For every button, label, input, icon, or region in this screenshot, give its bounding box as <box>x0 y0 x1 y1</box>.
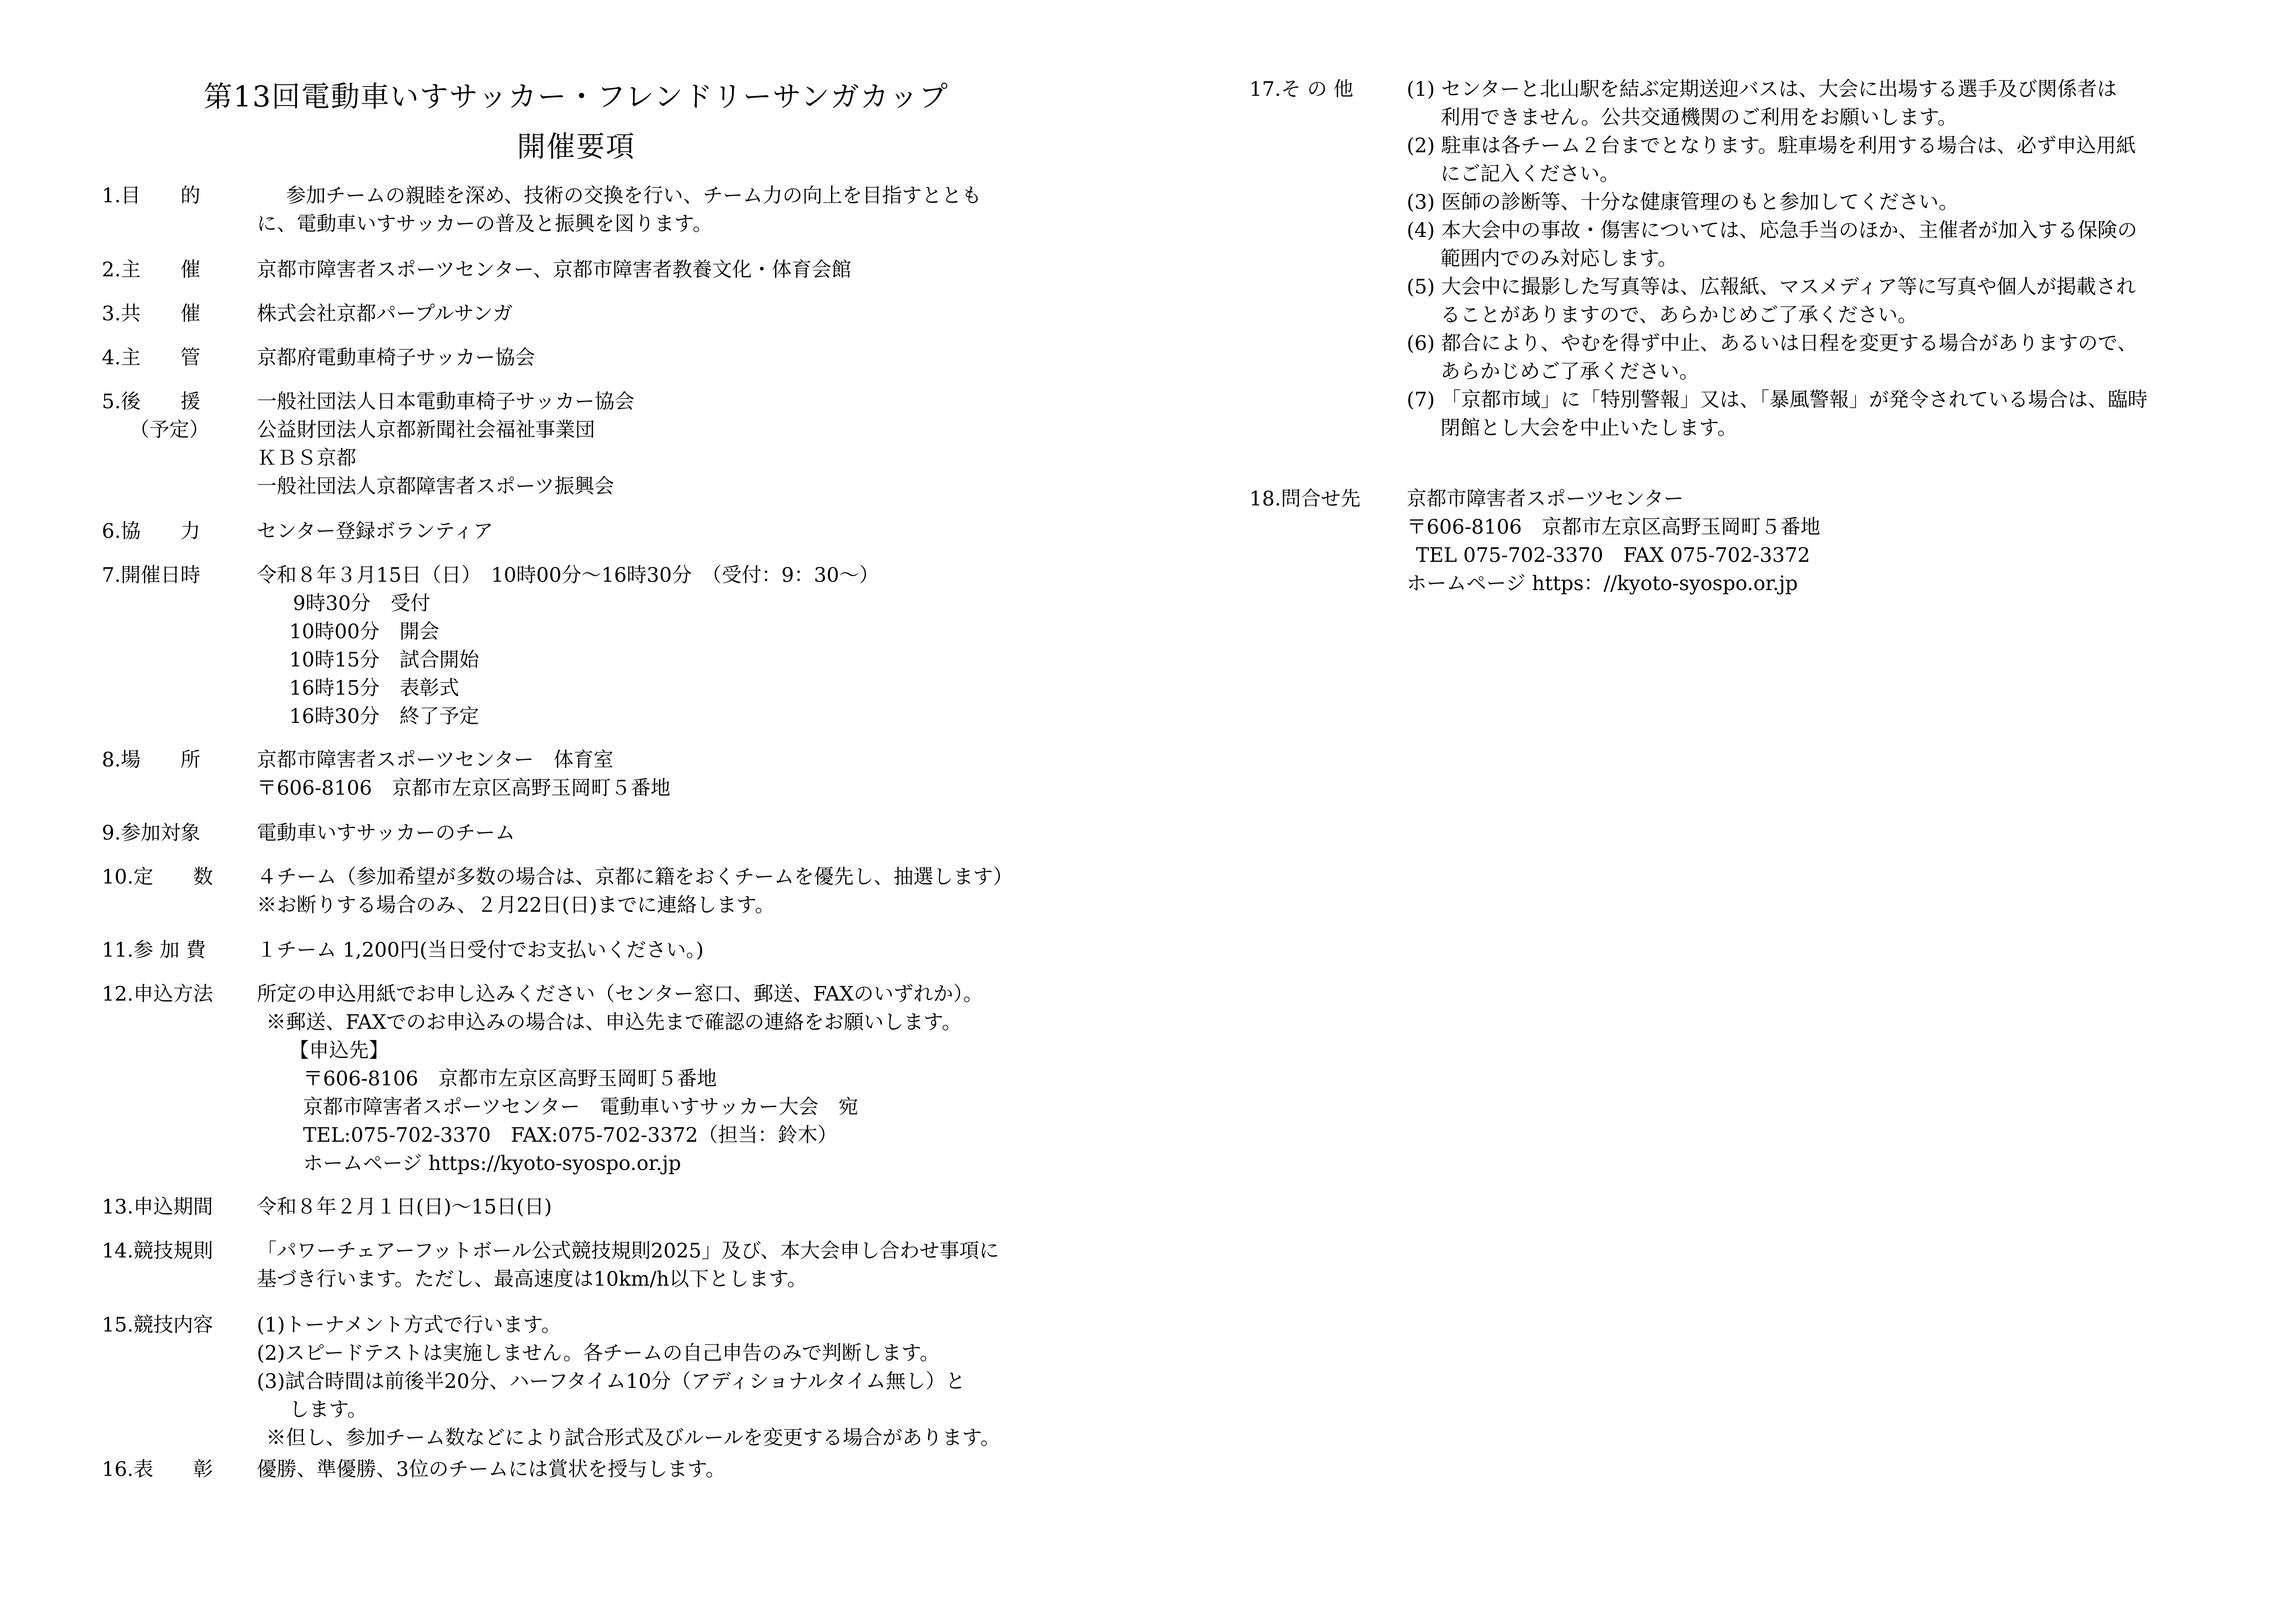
note-line: (4) 本大会中の事故・傷害については、応急手当のほか、主催者が加入する保険の <box>1407 219 2137 242</box>
item-label: 18.問合せ先 <box>1249 487 1361 510</box>
item-label: 10.定 数 <box>102 865 213 889</box>
item-line: 株式会社京都パープルサンガ <box>257 302 513 325</box>
item-line: (1)トーナメント方式で行います。 <box>257 1313 561 1337</box>
note-line: あらかじめご了承ください。 <box>1440 360 1699 383</box>
contact-line: 〒606-8106 京都市左京区高野玉岡町５番地 <box>1407 516 1821 539</box>
note-line: 閉館とし大会を中止いたします。 <box>1440 417 1738 440</box>
item-line: 電動車いすサッカーのチーム <box>257 821 515 845</box>
item-label: 17.そ の 他 <box>1249 78 1353 101</box>
item-line: 京都府電動車椅子サッカー協会 <box>257 346 535 369</box>
document-title: 第13回電動車いすサッカー・フレンドリーサンガカップ <box>204 80 949 113</box>
item-line: センター登録ボランティア <box>257 520 493 543</box>
item-line: １チーム 1,200円(当日受付でお支払いください。) <box>257 939 704 962</box>
item-label: 12.申込方法 <box>102 983 213 1006</box>
item-label: 14.競技規則 <box>102 1239 213 1263</box>
item-line: 〒606-8106 京都市左京区高野玉岡町５番地 <box>303 1067 717 1090</box>
item-label: 5.後 援 <box>102 390 201 413</box>
note-line: ることがありますので、あらかじめご了承ください。 <box>1440 304 1918 327</box>
item-line: 京都市障害者スポーツセンター、京都市障害者教養文化・体育会館 <box>257 258 851 281</box>
note-line: (3) 医師の診断等、十分な健康管理のもと参加してください。 <box>1407 191 1959 214</box>
item-line: 「パワーチェアーフットボール公式競技規則2025」及び、本大会申し合わせ事項に <box>257 1239 999 1263</box>
item-line: (2)スピードテストは実施しません。各チームの自己申告のみで判断します。 <box>257 1342 940 1365</box>
note-line: (6) 都合により、やむを得ず中止、あるいは日程を変更する場合がありますので、 <box>1407 332 2137 355</box>
item-line: 公益財団法人京都新聞社会福祉事業団 <box>257 418 595 442</box>
item-line: 所定の申込用紙でお申し込みください（センター窓口、郵送、FAXのいずれか）。 <box>257 983 983 1006</box>
item-label: 6.協 力 <box>102 520 201 543</box>
item-line: 【申込先】 <box>289 1039 389 1062</box>
item-line: ＫＢＳ京都 <box>257 447 356 470</box>
item-label: 16.表 彰 <box>102 1458 213 1481</box>
item-line: ※但し、参加チーム数などにより試合形式及びルールを変更する場合があります。 <box>266 1426 1000 1450</box>
item-label: 11.参 加 費 <box>102 939 206 962</box>
item-line: TEL:075-702-3370 FAX:075-702-3372（担当：鈴木） <box>303 1124 838 1147</box>
item-line: 参加チームの親睦を深め、技術の交換を行い、チーム力の向上を目指すととも <box>266 184 982 207</box>
item-line: します。 <box>289 1398 367 1421</box>
contact-line: TEL 075-702-3370 FAX 075-702-3372 <box>1416 544 1811 567</box>
note-line: (2) 駐車は各チーム２台までとなります。駐車場を利用する場合は、必ず申込用紙 <box>1407 134 2136 157</box>
item-line: 一般社団法人京都障害者スポーツ振興会 <box>257 475 614 498</box>
document-subtitle: 開催要項 <box>516 130 635 163</box>
note-line: 範囲内でのみ対応します。 <box>1440 247 1678 270</box>
item-label: 13.申込期間 <box>102 1195 213 1219</box>
schedule-line: 10時15分 試合開始 <box>289 648 479 672</box>
item-line: 京都市障害者スポーツセンター 電動車いすサッカー大会 宛 <box>303 1095 858 1119</box>
item-label: 9.参加対象 <box>102 821 201 845</box>
item-line: ※お断りする場合のみ、２月22日(日)までに連絡します。 <box>257 894 775 917</box>
item-line: ※郵送、FAXでのお申込みの場合は、申込先まで確認の連絡をお願いします。 <box>266 1011 962 1034</box>
schedule-line: 16時15分 表彰式 <box>289 677 459 700</box>
item-line: 一般社団法人日本電動車椅子サッカー協会 <box>257 390 635 413</box>
item-label: 2.主 催 <box>102 258 201 281</box>
item-line: 令和８年２月１日(日)～15日(日) <box>257 1195 552 1219</box>
item-line: 京都市障害者スポーツセンター 体育室 <box>257 748 614 772</box>
item-label: 3.共 催 <box>102 302 201 325</box>
item-line: (3)試合時間は前後半20分、ハーフタイム10分（アディショナルタイム無し）と <box>257 1370 966 1393</box>
item-line: 優勝、準優勝、3位のチームには賞状を授与します。 <box>257 1458 726 1481</box>
note-line: (5) 大会中に撮影した写真等は、広報紙、マスメディア等に写真や個人が掲載され <box>1407 275 2136 299</box>
contact-line: 京都市障害者スポーツセンター <box>1407 487 1684 510</box>
item-line: に、電動車いすサッカーの普及と振興を図ります。 <box>257 212 713 236</box>
schedule-line: 9時30分 受付 <box>293 592 431 615</box>
item-label: 7.開催日時 <box>102 564 201 587</box>
note-line: 利用できません。公共交通機関のご利用をお願いします。 <box>1440 106 1958 129</box>
item-line: 〒606-8106 京都市左京区高野玉岡町５番地 <box>257 777 671 800</box>
note-line: (7) 「京都市域」に「特別警報」又は、「暴風警報」が発令されている場合は、臨時 <box>1407 388 2148 411</box>
item-label: 4.主 管 <box>102 346 201 369</box>
item-label: 8.場 所 <box>102 748 201 772</box>
schedule-line: 16時30分 終了予定 <box>289 705 479 728</box>
item-line: 令和８年３月15日（日） 10時00分～16時30分 （受付：9：30～） <box>257 564 879 587</box>
item-label: 1.目 的 <box>102 184 201 207</box>
note-line: にご記入ください。 <box>1440 162 1620 186</box>
item-line: ホームページ https://kyoto-syospo.or.jp <box>303 1152 681 1175</box>
contact-line: ホームページ https：//kyoto-syospo.or.jp <box>1407 572 1798 595</box>
item-line: 基づき行います。ただし、最高速度は10km/h以下とします。 <box>257 1268 807 1291</box>
note-line: (1) センターと北山駅を結ぶ定期送迎バスは、大会に出場する選手及び関係者は <box>1407 78 2117 101</box>
schedule-line: 10時00分 開会 <box>289 620 440 643</box>
item-line: ４チーム（参加希望が多数の場合は、京都に籍をおくチームを優先し、抽選します） <box>257 865 1013 889</box>
item-sublabel: （予定） <box>130 418 209 442</box>
item-label: 15.競技内容 <box>102 1313 213 1337</box>
